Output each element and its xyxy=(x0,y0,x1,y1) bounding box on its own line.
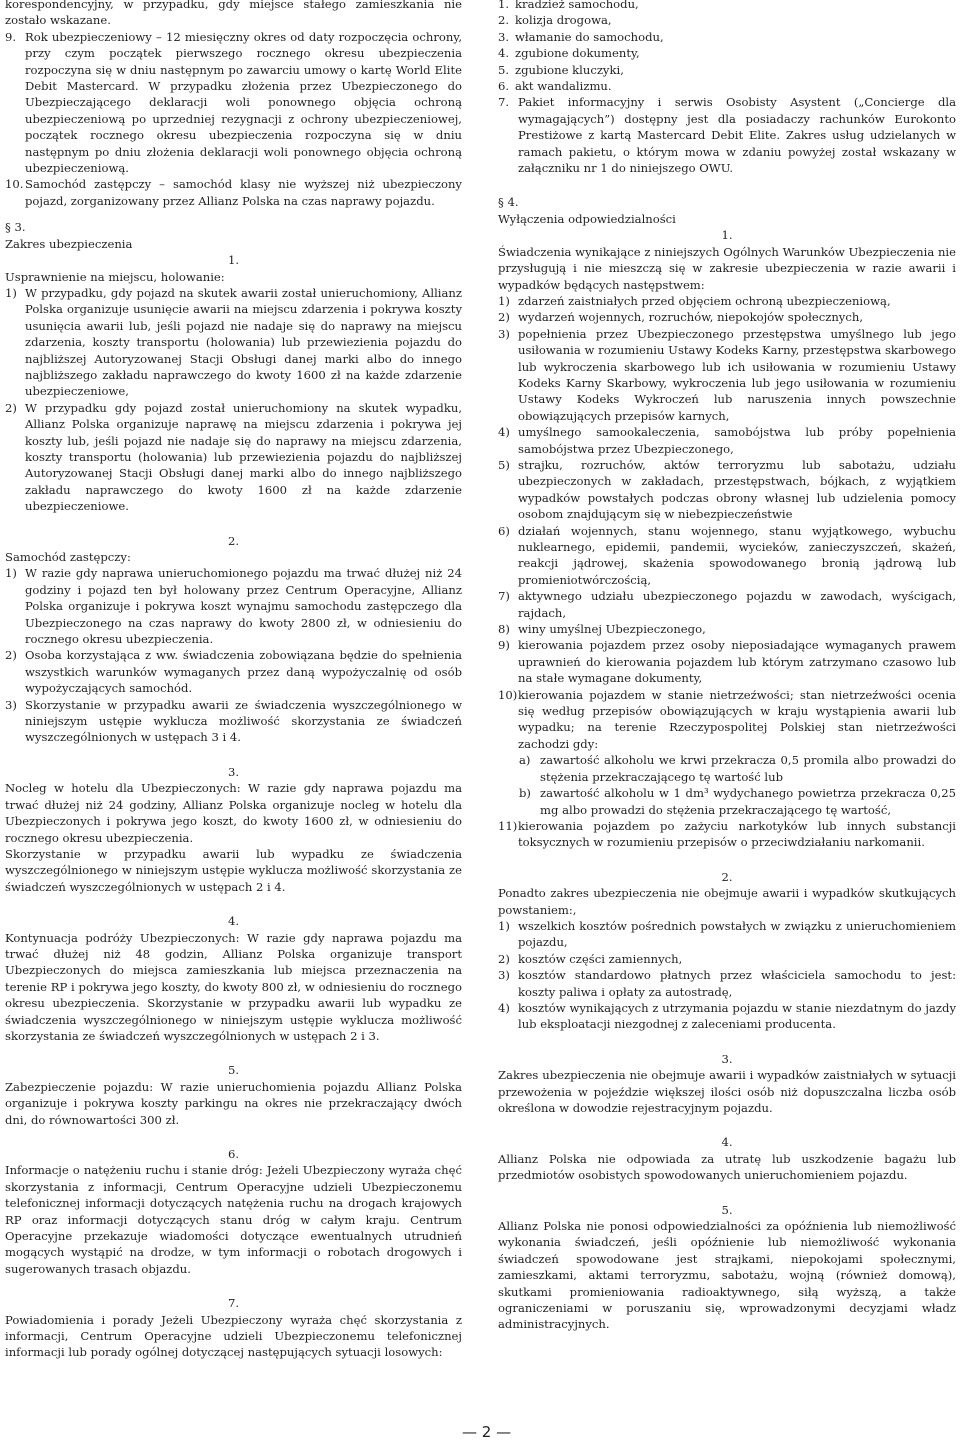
item-text: Osoba korzystająca z ww. świadczenia zobowiązana będzie do spełnienia wszystkich warunków wymaganych przez daną wypożyczalnię od osób wypożyczających samochód. xyxy=(25,648,462,696)
item-text: kierowania pojazdem w stanie nietrzeźwości; stan nietrzeźwości ocenia się według przepisów obowiązujących w kraju wystąpienia awarii lub wypadku; na terenie Rzeczypospolitej Polskiej stan nietrzeźwości zachodzi gdy: xyxy=(518,687,956,751)
subitem-text: zawartość alkoholu we krwi przekracza 0,5 promila albo prowadzi do stężenia przekraczającego tę wartość lub xyxy=(540,753,956,784)
list-item xyxy=(498,29,956,45)
item-number: 4) xyxy=(498,1000,510,1015)
s3-par4-text: Kontynuacja podróży Ubezpieczonych: W razie gdy naprawa pojazdu ma trwać dłużej niż 48 godzin, Allianz Polska organizuje transport Ubezpieczonych do miejsca zamieszkania lub miejsca przeznaczenia na terenie RP i pokrywa jego koszty, do kwoty 800 zł, w odniesieniu do rocznego okresu ubezpieczenia. Skorzystanie w przypadku awarii lub wypadku ze świadczenia wyszczególnionego w niniejszym ustępie wyklucza możliwość skorzystania ze świadczeń wyszczególnionych w ustępach 2 i 3. xyxy=(5,930,462,1043)
definition-10 xyxy=(5,176,462,209)
item-text: kierowania pojazdem po zażyciu narkotyków lub innych substancji toksycznych w rozumieniu przepisów o przeciwdziałaniu narkomanii. xyxy=(518,818,956,850)
item-text: zgubione dokumenty, xyxy=(515,46,640,61)
item-number: 1) xyxy=(498,918,510,933)
s3-par1-heading: Usprawnienie na miejscu, holowanie: xyxy=(5,269,225,284)
item-number: 4) xyxy=(498,425,510,440)
section-4-title: Wyłączenia odpowiedzialności xyxy=(498,211,676,226)
definition-9-text: Rok ubezpieczeniowy – 12 miesięczny okres od daty rozpoczęcia ochrony, przy czym początek pierwszego rocznego okresu ubezpieczenia rozpoczyna się w dniu następnym po zawarciu umowy o kartę World Elite Debit Mastercard. W przypadku złożenia przez Ubezpieczonego do Ubezpieczającego deklaracji woli ponownego objęcia ochroną ubezpieczeniową po uprzedniej rezygnacji z ochrony ubezpieczeniowej, początek rocznego okresu ubezpieczenia rozpoczyna się w dniu następnym po dniu złożenia deklaracji woli ponownego objęcia ochroną ubezpieczeniową. xyxy=(25,29,462,176)
s4-par4-number: 4. xyxy=(721,1135,733,1150)
item-text: wszelkich kosztów pośrednich powstałych w związku z unieruchomieniem pojazdu, xyxy=(518,918,956,950)
exclusion-item xyxy=(498,621,956,637)
item-text: zgubione kluczyki, xyxy=(515,62,624,77)
item-number: 6) xyxy=(498,523,510,538)
item-text: W razie gdy naprawa unieruchomionego pojazdu ma trwać dłużej niż 24 godziny i pojazd ten był holowany przez Centrum Operacyjne, Allianz Polska organizuje i pokrywa koszt wynajmu samochodu zastępczego dla Ubezpieczonego na czas naprawy do kwoty 2800 zł, w odniesieniu do rocznego okresu ubezpieczenia. xyxy=(25,566,462,647)
situations-list xyxy=(498,0,956,94)
item-number: 6. xyxy=(498,79,510,94)
s4-par3-text: Zakres ubezpieczenia nie obejmuje awarii i wypadków zaistniałych w sytuacji przewożenia w pojeździe większej ilości osób niż dopuszczalna liczba osób określona w dowodzie rejestracyjnym pojazdu. xyxy=(498,1068,956,1115)
exclusion-item xyxy=(498,951,956,967)
s3-par7-item-7 xyxy=(498,94,956,176)
definition-10-number: 10. xyxy=(5,177,24,192)
s3-par6-text: Informacje o natężeniu ruchu i stanie dróg: Jeżeli Ubezpieczony wyraża chęć skorzystania z informacji, Centrum Operacyjne udzieli Ubezpieczonemu telefonicznej informacji dotyczących natężenia ruchu na drogach krajowych RP oraz informacji dotyczących stanu dróg w całym kraju. Centrum Operacyjne przekazuje wiadomości dotyczące ewentualnych utrudnień mogących wystąpić na drodze, w tym informacji o robotach drogowych i sugerowanych trasach objazdu. xyxy=(5,1163,462,1276)
item-number: 1) xyxy=(498,293,510,308)
list-item xyxy=(498,12,956,28)
subitem-letter: a) xyxy=(519,753,531,768)
item-number: 3) xyxy=(5,697,17,712)
item-number: 7. xyxy=(498,95,510,110)
item-number: 10) xyxy=(498,687,518,702)
item-text: akt wandalizmu. xyxy=(515,79,612,94)
exclusion-item xyxy=(498,687,956,753)
item-text: kosztów części zamiennych, xyxy=(518,951,683,966)
s4-par3-number: 3. xyxy=(721,1051,733,1066)
s4-par5-number: 5. xyxy=(721,1202,733,1217)
s3-par2-number: 2. xyxy=(227,533,240,548)
section-3-number: § 3. xyxy=(5,220,26,235)
item-number: 3. xyxy=(498,29,510,44)
exclusion-item xyxy=(498,424,956,457)
definition-9 xyxy=(5,29,462,177)
page-number: — 2 — xyxy=(462,1423,512,1441)
item-number: 9) xyxy=(498,638,510,653)
exclusion-item xyxy=(498,588,956,621)
exclusion-item xyxy=(498,637,956,686)
item-number: 1) xyxy=(5,566,17,581)
item-text: W przypadku, gdy pojazd na skutek awarii został unieruchomiony, Allianz Polska organizuje usunięcie awarii na miejscu zdarzenia i pokrywa koszty usunięcia awarii lub, jeśli pojazd nie nadaje się do naprawy na miejscu zdarzenia, koszty transportu (holowania) lub przewiezienia pojazdu do najbliższej Autoryzowanej Stacji Obsługi danej marki albo do innego najbliższego zakładu naprawczego do kwoty 1600 zł na każde zdarzenie ubezpieczeniowe, xyxy=(25,285,462,399)
item-text: kradzież samochodu, xyxy=(515,0,639,11)
item-number: 3) xyxy=(498,326,510,341)
s4-par1-number: 1. xyxy=(721,228,733,243)
s3-par5-text: Zabezpieczenie pojazdu: W razie unieruchomienia pojazdu Allianz Polska organizuje i pokrywa koszty parkingu na okres nie przekraczający dwóch dni, do równowartości 300 zł. xyxy=(5,1079,462,1127)
item-text: kosztów wynikających z utrzymania pojazdu w stanie niezdatnym do jazdy lub eksploatacji niezgodnej z zaleceniami producenta. xyxy=(518,1000,956,1032)
item-number: 1) xyxy=(5,285,17,300)
item-text: kierowania pojazdem przez osoby nieposiadające wymaganych prawem uprawnień do kierowania pojazdem lub którym zatrzymano czasowo lub na stałe wymagane dokumenty, xyxy=(518,638,956,686)
item-text: winy umyślnej Ubezpieczonego, xyxy=(518,622,706,637)
s3-par3-text: Nocleg w hotelu dla Ubezpieczonych: W razie gdy naprawa pojazdu ma trwać dłużej niż 24 godziny, Allianz Polska organizuje nocleg w hotelu dla Ubezpieczonych i pokrywa jego koszt, do kwoty 1600 zł, w odniesieniu do rocznego okresu ubezpieczenia. xyxy=(5,781,462,845)
s4-par4-text: Allianz Polska nie odpowiada za utratę lub uszkodzenie bagażu lub przedmiotów osobistych spowodowanych unieruchomieniem pojazdu. xyxy=(498,1151,956,1183)
exclusion-item xyxy=(498,293,956,309)
list-item xyxy=(498,78,956,94)
right-column xyxy=(498,0,956,1333)
s3-par6-number: 6. xyxy=(227,1147,240,1161)
exclusion-item xyxy=(498,1000,956,1033)
item-number: 5. xyxy=(498,62,510,77)
list-item xyxy=(498,0,956,12)
exclusion-item xyxy=(498,918,956,951)
item-text: strajku, rozruchów, aktów terroryzmu lub sabotażu, udziału ubezpieczonych w zakładach, przestępstwach, bójkach, z wyjątkiem wypadków powstałych podczas obrony własnej lub udzielenia pomocy osobom znajdującym się w niebezpieczeństwie xyxy=(518,457,956,522)
exclusion-item xyxy=(498,523,956,589)
item-text: W przypadku gdy pojazd został unieruchomiony na skutek wypadku, Allianz Polska organizuje naprawę na miejscu zdarzenia i pokrywa jej koszty lub, jeśli pojazd nie nadaje się do naprawy na miejscu zdarzenia, koszty transportu (holowania) lub przewiezienia pojazdu do najbliższej Autoryzowanej Stacji Obsługi danej marki albo do innego najbliższego zakładu naprawczego do kwoty 1600 zł na każde zdarzenie ubezpieczeniowe. xyxy=(25,400,462,514)
item-text: umyślnego samookaleczenia, samobójstwa lub próby popełnienia samobójstwa przez Ubezpieczonego, xyxy=(518,425,956,456)
list-item xyxy=(498,45,956,61)
exclusion-subitem xyxy=(498,752,956,785)
item-text: włamanie do samochodu, xyxy=(515,29,664,44)
section-4-number: § 4. xyxy=(498,195,519,210)
item-text: Skorzystanie w przypadku awarii ze świadczenia wyszczególnionego w niniejszym ustępie wyklucza możliwość skorzystania ze świadczeń wyszczególnionych w ustępach 3 i 4. xyxy=(25,697,462,745)
item-text: wydarzeń wojennych, rozruchów, niepokojów społecznych, xyxy=(518,310,864,325)
item-number: 2) xyxy=(5,648,17,663)
item-number: 11) xyxy=(498,818,518,833)
exclusion-item xyxy=(498,309,956,325)
item-number: 8) xyxy=(498,622,510,637)
s3-par5-number: 5. xyxy=(227,1063,240,1078)
list-item xyxy=(498,62,956,78)
subitem-text: zawartość alkoholu w 1 dm³ wydychanego powietrza przekracza 0,25 mg albo prowadzi do stężenia przekraczającego tę wartość, xyxy=(540,786,956,817)
item-text: zdarzeń zaistniałych przed objęciem ochroną ubezpieczeniową, xyxy=(518,293,891,308)
exclusion-item xyxy=(498,818,956,851)
item-number: 3) xyxy=(498,968,510,983)
s4-par2-number: 2. xyxy=(721,869,733,884)
item-text: kosztów standardowo płatnych przez właściciela samochodu to jest: koszty paliwa i opłaty za autostradę, xyxy=(518,968,956,999)
item-text: aktywnego udziału ubezpieczonego pojazdu w zawodach, wyścigach, rajdach, xyxy=(518,589,956,620)
s3-par4-number: 4. xyxy=(227,914,240,929)
item-text: kolizja drogowa, xyxy=(515,13,612,28)
exclusion-item xyxy=(498,326,956,424)
item-text: popełnienia przez Ubezpieczonego przestępstwa umyślnego lub jego usiłowania w rozumieniu Ustawy Kodeks Karny, przestępstwa skarbowego lub wykroczenia skarbowego lub ich usiłowania w rozumieniu Ustawy Kodeks Karny Skarbowy, wykroczenia lub jego usiłowania w rozumieniu Ustawy Kodeks Wykroczeń lub naruszenia innych powszechnie obowiązujących przepisów karnych, xyxy=(518,326,956,423)
s3-par1-number: 1. xyxy=(227,253,240,268)
s4-par1-intro: Świadczenia wynikające z niniejszych Ogólnych Warunków Ubezpieczenia nie przysługują i nie mieszczą się w zakresie ubezpieczenia w razie awarii i wypadków będących następstwem: xyxy=(498,244,956,292)
s3-par7-text: Powiadomienia i porady Jeżeli Ubezpieczony wyraża chęć skorzystania z informacji, Centrum Operacyjne udzieli Ubezpieczonemu telefonicznej informacji lub porady ogólnej dotyczącej następujących sytuacji losowych: xyxy=(5,1312,462,1360)
exclusion-item xyxy=(498,967,956,1000)
s3-par3-text-2: Skorzystanie w przypadku awarii lub wypadku ze świadczenia wyszczególnionego w niniejszym ustępie wyklucza możliwość skorzystania ze świadczeń wyszczególnionych w ustępach 2 i 4. xyxy=(5,846,462,894)
definition-10-text: Samochód zastępczy – samochód klasy nie wyższej niż ubezpieczony pojazd, zorganizowany przez Allianz Polska na czas naprawy pojazdu. xyxy=(25,177,462,208)
definition-9-number: 9. xyxy=(5,29,17,44)
item-number: 2) xyxy=(498,310,510,325)
s3-par2-heading: Samochód zastępczy: xyxy=(5,550,131,564)
left-column xyxy=(5,0,462,1361)
s3-par2-item-1 xyxy=(5,565,462,647)
s4-par2-intro: Ponadto zakres ubezpieczenia nie obejmuje awarii i wypadków skutkujących powstaniem:, xyxy=(498,886,956,917)
exclusion-item xyxy=(498,457,956,523)
item-number: 2. xyxy=(498,13,510,28)
intro-tail: korespondencyjny, w przypadku, gdy miejsce stałego zamieszkania nie zostało wskazane. xyxy=(5,0,462,28)
subitem-letter: b) xyxy=(519,786,531,801)
s3-par1-item-1 xyxy=(5,285,462,400)
s3-par7-number: 7. xyxy=(227,1296,240,1311)
item-number: 7) xyxy=(498,589,510,604)
item-number: 4. xyxy=(498,46,510,61)
item-number: 5) xyxy=(498,457,510,472)
s4-par5-text: Allianz Polska nie ponosi odpowiedzialności za opóźnienia lub niemożliwość wykonania świadczeń, jeśli opóźnienie lub niemożliwość wykonania świadczeń spowodowane jest strajkami, niepokojami społecznymi, zamieszkami, aktami terroryzmu, sabotażu, wojną (również domową), skutkami promieniowania radioaktywnego, siłą wyższą, a także ograniczeniami w poruszaniu się, wprowadzonymi decyzjami władz administracyjnych. xyxy=(498,1219,956,1332)
item-text: działań wojennych, stanu wojennego, stanu wyjątkowego, wybuchu nuklearnego, epidemii, pandemii, wycieków, zanieczyszczeń, skażeń, reakcji jądrowej, skażenia spowodowanego bronią jądrową lub promieniotwórczością, xyxy=(518,523,956,587)
exclusion-subitem xyxy=(498,785,956,818)
section-3-title: Zakres ubezpieczenia xyxy=(5,236,133,251)
item-number: 2) xyxy=(5,400,17,415)
item-number: 1. xyxy=(498,0,510,11)
item-number: 2) xyxy=(498,951,510,966)
s3-par2-item-3 xyxy=(5,697,462,746)
s3-par1-item-2 xyxy=(5,400,462,515)
item-text: Pakiet informacyjny i serwis Osobisty Asystent („Concierge dla wymagających”) dostępny jest dla posiadaczy rachunków Eurokonto Prestiżowe z kartą Mastercard Debit Elite. Zakres usług udzielanych w ramach pakietu, o którym mowa w zdaniu powyżej został wskazany w załączniku nr 1 do niniejszego OWU. xyxy=(518,95,956,176)
s3-par2-item-2 xyxy=(5,647,462,696)
s3-par3-number: 3. xyxy=(227,764,240,779)
